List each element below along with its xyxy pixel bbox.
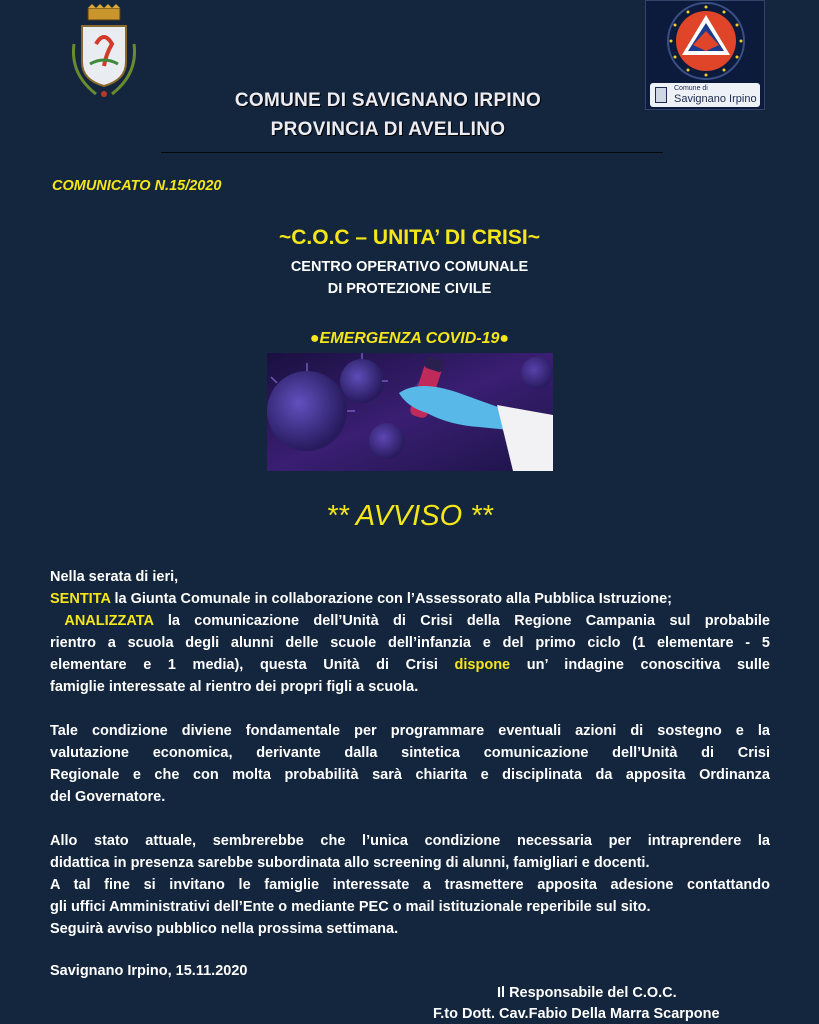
signature-role: Il Responsabile del C.O.C. [497,985,677,1001]
dispone-keyword: dispone [454,657,511,673]
signature-name: F.to Dott. Cav.Fabio Della Marra Scarpone [433,1006,720,1022]
analizzata-keyword: ANALIZZATA [64,613,154,629]
notice-heading: ** AVVISO ** [326,500,493,532]
p3-line-4: gli uffici Amministrativi dell’Ente o mediante PEC o mail istituzionale reperibile sul sito. [50,899,651,915]
logo-caption-big: Savignano Irpino [674,93,757,105]
intro-line: Nella serata di ieri, [50,569,179,585]
emergency-label: ●EMERGENZA COVID-19● [309,330,510,347]
coc-title: ~C.O.C – UNITA’ DI CRISI~ [278,226,540,249]
communique-number: COMUNICATO N.15/2020 [52,178,222,194]
sentita-text: la Giunta Comunale in collaborazione con l’Assessorato alla Pubblica Istruzione; [110,591,673,607]
p2-line-2: valutazione economica, derivante dalla sintetica comunicazione dell’Unità di Crisi [50,745,770,761]
p3-line-3: A tal fine si invitano le famiglie interessate a trasmettere apposita adesione contattando [50,877,770,893]
analizzata-text-3a: elementare e 1 media), questa Unità di Crisi [50,657,455,673]
covid-illustration-image [267,353,553,471]
p2-line-1: Tale condizione diviene fondamentale per programmare eventuali azioni di sostegno e la [50,723,770,739]
header-municipality: COMUNE DI SAVIGNANO IRPINO [234,90,542,111]
analizzata-text-3b: un’ indagine conoscitiva sulle [510,657,770,673]
analizzata-line-1 [50,610,770,632]
analizzata-line-3 [50,654,770,676]
p2-line-4: del Governatore. [50,789,166,805]
sentita-keyword: SENTITA [50,591,111,607]
body-paragraph-3 [50,830,770,940]
sentita-line [50,588,770,610]
p2-line-3: Regionale e che con molta probabilità sarà chiarita e disciplinata da apposita Ordinanza [50,767,770,783]
comune-crest-logo [68,4,140,100]
p3-line-5: Seguirà avviso pubblico nella prossima settimana. [50,921,399,937]
analizzata-text-1: la comunicazione dell’Unità di Crisi della Regione Campania sul probabile [153,613,771,629]
body-paragraph-1 [50,566,770,698]
p3-line-1: Allo stato attuale, sembrerebbe che l’unica condizione necessaria per intraprendere la [50,833,770,849]
coc-subtitle-1: CENTRO OPERATIVO COMUNALE [290,259,529,275]
coc-subtitle-2: DI PROTEZIONE CIVILE [327,281,492,297]
logo-caption-small: Comune di [674,85,708,92]
header-province: PROVINCIA DI AVELLINO [270,119,506,140]
header-divider [161,152,663,153]
place-date: Savignano Irpino, 15.11.2020 [50,963,248,979]
analizzata-line-2: rientro a scuola degli alunni delle scuole dell’infanzia e del primo ciclo (1 elementare - 5 [50,635,770,651]
analizzata-line-4: famiglie interessate al rientro dei propri figli a scuola. [50,679,419,695]
body-paragraph-2 [50,720,770,808]
p3-line-2: didattica in presenza sarebbe subordinata allo screening di alunni, famigliari e docenti. [50,855,650,871]
